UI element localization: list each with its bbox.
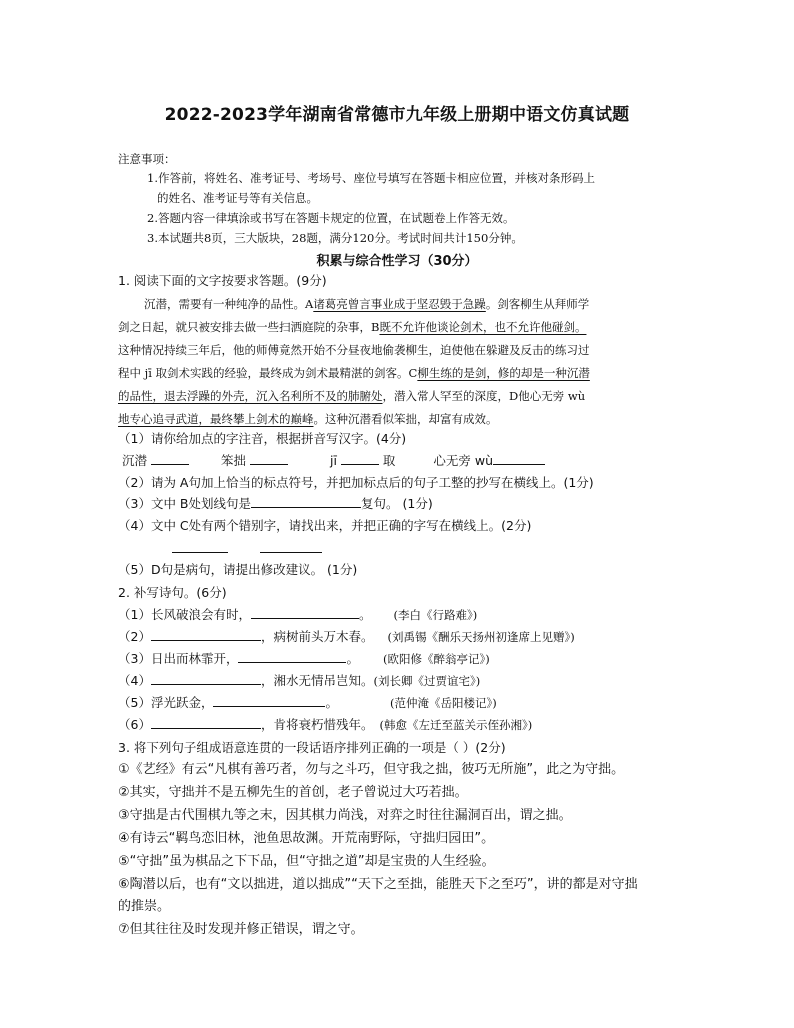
q1-sub5: （5）D句是病句，请提出修改建议。 (1分): [118, 562, 358, 577]
passage-line: 程中 jī 取剑术实践的经验，最终成为剑术最精湛的剑客。C柳生练的是剑，修的却是一种沉潜: [118, 366, 590, 380]
notes-heading: 注意事项：: [118, 152, 176, 166]
q3-item: ①《艺经》有云“凡棋有善巧者，勿与之斗巧，但守我之拙，彼巧无所施”，此之为守拙。: [118, 762, 625, 777]
q3-item: ②其实，守拙并不是五柳先生的首创，老子曾说过大巧若拙。: [118, 785, 468, 800]
q3-item: ⑤“守拙”虽为棋品之下下品，但“守拙之道”却是宝贵的人生经验。: [118, 854, 495, 869]
q1-sub2: （2）请为 A句加上恰当的标点符号，并把加标点后的句子工整的抄写在横线上。(1分): [118, 475, 594, 490]
q3-stem: 3. 将下列句子组成语意连贯的一段话语序排列正确的一项是（ ）(2分): [118, 740, 506, 755]
q2-stem: 2. 补写诗句。(6分): [118, 585, 227, 600]
poem-line: （1）长风破浪会有时， 。 (李白《行路难》): [118, 607, 478, 622]
poem-line: （4） ，湘水无情吊岂知。(刘长卿《过贾谊宅》): [118, 673, 481, 688]
notes-item: 的姓名、准考证号等有关信息。: [157, 191, 318, 205]
notes-item: 3.本试题共8页，三大版块，28题，满分120分。考试时间共计150分钟。: [147, 231, 523, 245]
q1-sub4: （4）文中 C处有两个错别字，请找出来，并把正确的字写在横线上。(2分): [118, 518, 532, 533]
q3-item: ③守拙是古代围棋九等之末，因其棋力尚浅，对弈之时往往漏洞百出，谓之拙。: [118, 808, 572, 823]
page-title: 2022-2023学年湖南省常德市九年级上册期中语文仿真试题: [164, 105, 630, 125]
passage-line: 这种情况持续三年后，他的师傅竟然开始不分昼夜地偷袭柳生，迫使他在躲避及反击的练习过: [118, 343, 590, 357]
q3-item: ⑦但其往往及时发现并修正错误，谓之守。: [118, 922, 364, 937]
q1-sub1: （1）请你给加点的字注音，根据拼音写汉字。(4分): [118, 431, 407, 446]
passage-line: 的品性，退去浮躁的外壳，沉入名利所不及的肺腑处，潜入常人罕至的深度，D他心无旁 wù: [118, 389, 586, 403]
q1-sub4-blanks: [172, 540, 322, 558]
notes-item: 2.答题内容一律填涂或书写在答题卡规定的位置，在试题卷上作答无效。: [147, 211, 515, 225]
q3-item: ⑥陶潜以后，也有“文以拙进，道以拙成”“天下之至拙，能胜天下之至巧”，讲的都是对守拙: [118, 877, 638, 892]
poem-line: （3）日出而林霏开， 。 (欧阳修《醉翁亭记》): [118, 651, 490, 666]
poem-line: （6） ，肯将衰朽惜残年。 (韩愈《左迁至蓝关示侄孙湘》): [118, 717, 533, 732]
poem-line: （5）浮光跃金， 。 (范仲淹《岳阳楼记》): [118, 695, 497, 710]
q1-sub1-items: 沉潜 笨拙 jī 取 心无旁 wù: [122, 452, 545, 470]
q3-item: 的推崇。: [118, 899, 171, 914]
section-title: 积累与综合性学习（30分）: [316, 254, 478, 269]
q3-item: ④有诗云“羁鸟恋旧林，池鱼思故渊。开荒南野际，守拙归园田”。: [118, 831, 495, 846]
notes-item: 1.作答前，将姓名、准考证号、考场号、座位号填写在答题卡相应位置，并核对条形码上: [147, 171, 595, 185]
q1-sub3: （3）文中 B处划线句是 复句。 (1分): [118, 496, 433, 511]
passage-line: 剑之日起，就只被安排去做一些扫洒庭院的杂事，B既不允许他谈论剑术，也不允许他碰剑。: [118, 320, 587, 334]
q1-stem: 1. 阅读下面的文字按要求答题。(9分): [118, 273, 327, 288]
poem-line: （2） ，病树前头万木春。 (刘禹锡《酬乐天扬州初逢席上见赠》): [118, 629, 575, 644]
passage-line: 地专心追寻武道，最终攀上剑术的巅峰。这种沉潜看似笨拙，却富有成效。: [118, 412, 498, 426]
passage-line: 沉潜，需要有一种纯净的品性。A诸葛亮曾言事业成于坚忍毁于急躁。剑客柳生从拜师学: [144, 297, 590, 311]
